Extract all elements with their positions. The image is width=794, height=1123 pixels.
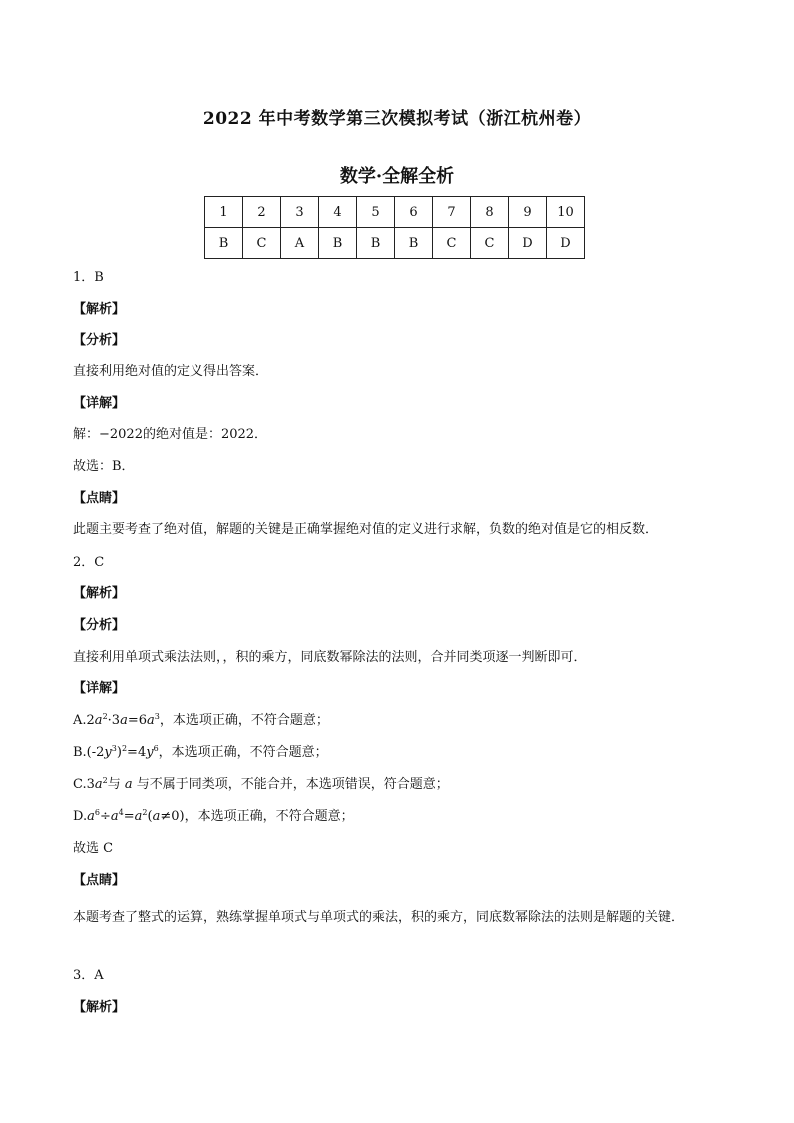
table-cell: 5 <box>357 197 395 228</box>
table-cell: 10 <box>547 197 585 228</box>
q1-choice: 故选：B． <box>73 459 135 474</box>
q1-heading: 1．B <box>73 270 104 285</box>
table-cell: B <box>395 228 433 259</box>
q2-option-c: $C.3a^2$与 a 与不属于同类项，不能合并，本选项错误，符合题意； <box>73 776 449 792</box>
table-cell: 4 <box>319 197 357 228</box>
q2-option-b: $B.(-2y^3)^2=4y^6$，本选项正确，不符合题意； <box>73 744 328 760</box>
q2-xiangjie-label: 【详解】 <box>73 681 126 696</box>
q3-jiexi-label: 【解析】 <box>73 1000 126 1015</box>
table-cell: 6 <box>395 197 433 228</box>
table-cell: 1 <box>205 197 243 228</box>
table-cell: 7 <box>433 197 471 228</box>
table-cell: B <box>319 228 357 259</box>
answer-table <box>204 196 585 259</box>
q1-jiexi-label: 【解析】 <box>73 302 126 317</box>
table-cell: 3 <box>281 197 319 228</box>
q1-dianjing-text: 此题主要考查了绝对值，解题的关键是正确掌握绝对值的定义进行求解，负数的绝对值是它的相反数． <box>73 522 659 537</box>
q2-jiexi-label: 【解析】 <box>73 586 126 601</box>
table-cell: 9 <box>509 197 547 228</box>
table-cell: B <box>205 228 243 259</box>
answer-table-number-row <box>205 197 585 228</box>
q2-option-a-comment: ，本选项正确，不符合题意； <box>159 713 329 728</box>
q1-xiangjie-label: 【详解】 <box>73 396 126 411</box>
q1-fenxi-label: 【分析】 <box>73 333 126 348</box>
q2-option-b-comment: ，本选项正确，不符合题意； <box>158 745 328 760</box>
table-cell: C <box>243 228 281 259</box>
table-cell: B <box>357 228 395 259</box>
q2-fenxi-label: 【分析】 <box>73 618 126 633</box>
page-title: 2022 年中考数学第三次模拟考试（浙江杭州卷） <box>202 109 592 129</box>
q2-fenxi-text: 直接利用单项式乘法法则，，积的乘方，同底数幂除法的法则，合并同类项逐一判断即可． <box>73 650 587 665</box>
table-cell: C <box>433 228 471 259</box>
q3-heading: 3．A <box>73 968 104 983</box>
table-cell: 2 <box>243 197 281 228</box>
q2-option-a: $A.2a^2\cdot 3a=6a^3$，本选项正确，不符合题意； <box>73 712 329 728</box>
q2-option-d-comment: ，本选项正确，不符合题意； <box>184 809 354 824</box>
q2-option-d: $D.a^6\div a^4=a^2(a\ne 0)$，本选项正确，不符合题意； <box>73 808 354 824</box>
answer-table-answer-row <box>205 228 585 259</box>
q2-heading: 2．C <box>73 555 105 570</box>
q2-option-c-comment: 不属于同类项，不能合并，本选项错误，符合题意； <box>149 777 449 792</box>
page-subtitle: 数学·全解全析 <box>339 166 455 187</box>
q1-fenxi-text: 直接利用绝对值的定义得出答案． <box>73 364 269 379</box>
table-cell: 8 <box>471 197 509 228</box>
q2-choice: 故选 C <box>73 841 114 856</box>
q1-dianjing-label: 【点睛】 <box>73 491 126 506</box>
q2-dianjing-label: 【点睛】 <box>73 873 126 888</box>
q2-dianjing-text: 本题考查了整式的运算，熟练掌握单项式与单项式的乘法，积的乘方，同底数幂除法的法则是解题的关键． <box>73 910 685 925</box>
table-cell: C <box>471 228 509 259</box>
table-cell: D <box>547 228 585 259</box>
table-cell: D <box>509 228 547 259</box>
table-cell: A <box>281 228 319 259</box>
q1-xiangjie-text: 解：−2022的绝对值是：2022． <box>73 427 268 442</box>
